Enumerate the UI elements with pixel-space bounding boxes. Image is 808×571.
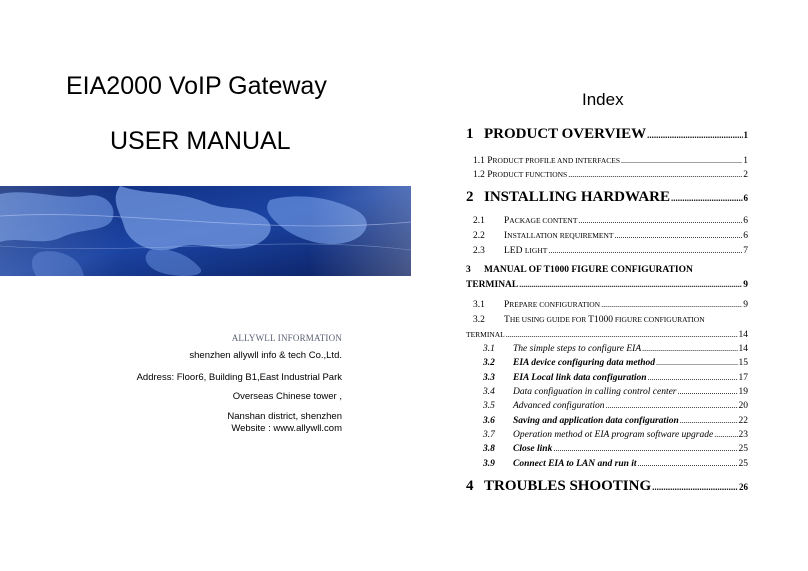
leader-dots: [656, 358, 738, 367]
toc-page: 17: [738, 373, 748, 383]
cover-subtitle: USER MANUAL: [110, 127, 291, 155]
toc-label-initial: P: [504, 300, 510, 310]
toc-label: Saving and application data configuration: [513, 416, 679, 426]
toc-page: 25: [738, 444, 748, 454]
toc-item[interactable]: [466, 231, 748, 241]
toc-label: REPARE CONFIGURATION: [509, 300, 601, 309]
leader-dots: [553, 444, 737, 453]
toc-subitem[interactable]: [466, 344, 748, 354]
toc-num: 3.9: [483, 459, 495, 469]
toc-subitem[interactable]: [466, 358, 748, 368]
toc-label: LIGHT: [524, 246, 548, 255]
toc-item[interactable]: [466, 156, 748, 166]
toc-label: FIGURE CONFIGURATION: [612, 315, 705, 324]
toc-num: 3.8: [483, 444, 495, 454]
toc-label: MANUAL OF T1000 FIGURE CONFIGURATION: [484, 265, 693, 275]
toc-subitem[interactable]: [466, 416, 748, 426]
toc-item[interactable]: [466, 216, 748, 226]
toc-page: 22: [738, 416, 748, 426]
toc-page: 14: [738, 344, 748, 354]
index-title: Index: [582, 90, 624, 109]
toc-subitem[interactable]: [466, 444, 748, 454]
leader-dots: [506, 330, 738, 339]
company-name: shenzhen allywll info & tech Co.,Ltd.: [189, 350, 342, 361]
toc-label: HE USING GUIDE FOR: [509, 315, 589, 324]
toc-page: 1: [743, 130, 748, 140]
toc-label: TERMINAL: [466, 280, 519, 290]
toc-chapter-3-line1[interactable]: [466, 265, 693, 275]
toc-num: 3.2: [483, 358, 495, 368]
toc-chapter-4[interactable]: [466, 478, 748, 495]
toc-num: 1: [466, 126, 474, 142]
toc-label: INSTALLING HARDWARE: [484, 189, 671, 205]
toc-page: 14: [738, 330, 748, 340]
toc-page: 2: [743, 170, 748, 180]
toc-num: 3.7: [483, 430, 495, 440]
toc-label-initial: P: [487, 156, 493, 166]
toc-page: 23: [738, 430, 748, 440]
toc-num: 2.3: [473, 246, 485, 256]
leader-dots: [642, 344, 737, 353]
leader-dots: [714, 430, 737, 439]
toc-num: 4: [466, 478, 474, 494]
leader-dots: [638, 459, 738, 468]
toc-item-3-2-line1[interactable]: [473, 315, 705, 325]
world-map-banner: [0, 186, 411, 276]
toc-num: 3.1: [483, 344, 495, 354]
toc-subitem[interactable]: [466, 459, 748, 469]
toc-label: TROUBLES SHOOTING: [484, 478, 652, 494]
toc-label: Connect EIA to LAN and run it: [513, 459, 637, 469]
toc-num: 2.1: [473, 216, 485, 226]
toc-label-initial: P: [487, 170, 493, 180]
toc-page: 19: [738, 387, 748, 397]
toc-label: PRODUCT OVERVIEW: [484, 126, 647, 142]
toc-label: The simple steps to configure EIA: [513, 344, 642, 354]
toc-num: 3.4: [483, 387, 495, 397]
toc-label: T1000: [588, 315, 613, 325]
toc-page: 9: [743, 300, 748, 310]
toc-label: Advanced configuration: [513, 401, 605, 411]
toc-page: 20: [738, 401, 748, 411]
toc-num: 3.3: [483, 373, 495, 383]
toc-label: Close link: [513, 444, 553, 454]
website-line: Website : www.allywll.com: [231, 423, 342, 434]
toc-label: EIA Local link data configuration: [513, 373, 647, 383]
toc-page: 7: [743, 246, 748, 256]
toc-num: 1.1: [473, 156, 485, 166]
leader-dots: [648, 373, 738, 382]
toc-chapter-1[interactable]: [466, 126, 748, 143]
toc-item[interactable]: [466, 300, 748, 310]
toc-page: 6: [743, 216, 748, 226]
toc-num: 3: [466, 265, 471, 275]
toc-subitem[interactable]: [466, 373, 748, 383]
toc-num: 2.2: [473, 231, 485, 241]
toc-num: 3.6: [483, 416, 495, 426]
leader-dots: [652, 482, 738, 492]
toc-label: NSTALLATION REQUIREMENT: [507, 231, 614, 240]
leader-dots: [606, 401, 738, 410]
toc-label-initial: P: [504, 216, 510, 226]
leader-dots: [568, 170, 742, 179]
address-line: Overseas Chinese tower ,: [232, 391, 342, 402]
toc-num: 3.1: [473, 300, 485, 310]
leader-dots: [601, 300, 742, 309]
toc-label-initial: T: [504, 315, 510, 325]
toc-label-initial: LED: [504, 246, 525, 256]
leader-dots: [519, 280, 742, 289]
toc-label: Operation method ot EIA program software upgrade: [513, 430, 714, 440]
toc-page: 1: [743, 156, 748, 166]
leader-dots: [614, 231, 742, 240]
toc-page: 6: [743, 231, 748, 241]
leader-dots: [621, 156, 742, 165]
leader-dots: [548, 246, 742, 255]
toc-subitem[interactable]: [466, 401, 748, 411]
toc-num: 1.2: [473, 170, 485, 180]
toc-num: 3.5: [483, 401, 495, 411]
toc-num: 2: [466, 189, 474, 205]
toc-page: 25: [738, 459, 748, 469]
leader-dots: [647, 130, 742, 140]
toc-label: TERMINAL: [466, 330, 505, 339]
company-header: ALLYWLL INFORMATION: [231, 333, 342, 343]
toc-subitem[interactable]: [466, 430, 748, 440]
toc-label: EIA device configuring data method: [513, 358, 655, 368]
toc-chapter-2[interactable]: [466, 189, 748, 206]
toc-subitem[interactable]: [466, 387, 748, 397]
toc-label: RODUCT FUNCTIONS: [492, 170, 568, 179]
toc-page: 15: [738, 358, 748, 368]
toc-label-initial: I: [504, 231, 508, 241]
leader-dots: [671, 193, 742, 203]
toc-item-3-2-line2[interactable]: [466, 330, 748, 340]
toc-num: 3.2: [473, 315, 485, 325]
toc-page: 26: [739, 482, 748, 492]
toc-chapter-3-line2[interactable]: [466, 280, 748, 290]
address-line: Address: Floor6, Building B1,East Industrial Park: [136, 372, 342, 383]
leader-dots: [578, 216, 742, 225]
toc-label: Data configuation in calling control center: [513, 387, 677, 397]
toc-label: RODUCT PROFILE AND INTERFACES: [492, 156, 620, 165]
address-line: Nanshan district, shenzhen: [227, 411, 342, 422]
leader-dots: [680, 416, 738, 425]
toc-item[interactable]: [466, 170, 748, 180]
toc-page: 9: [743, 280, 748, 290]
toc-page: 6: [743, 193, 748, 203]
cover-title: EIA2000 VoIP Gateway: [66, 72, 327, 100]
toc-item[interactable]: [466, 246, 748, 256]
leader-dots: [678, 387, 738, 396]
toc-label: ACKAGE CONTENT: [509, 216, 578, 225]
